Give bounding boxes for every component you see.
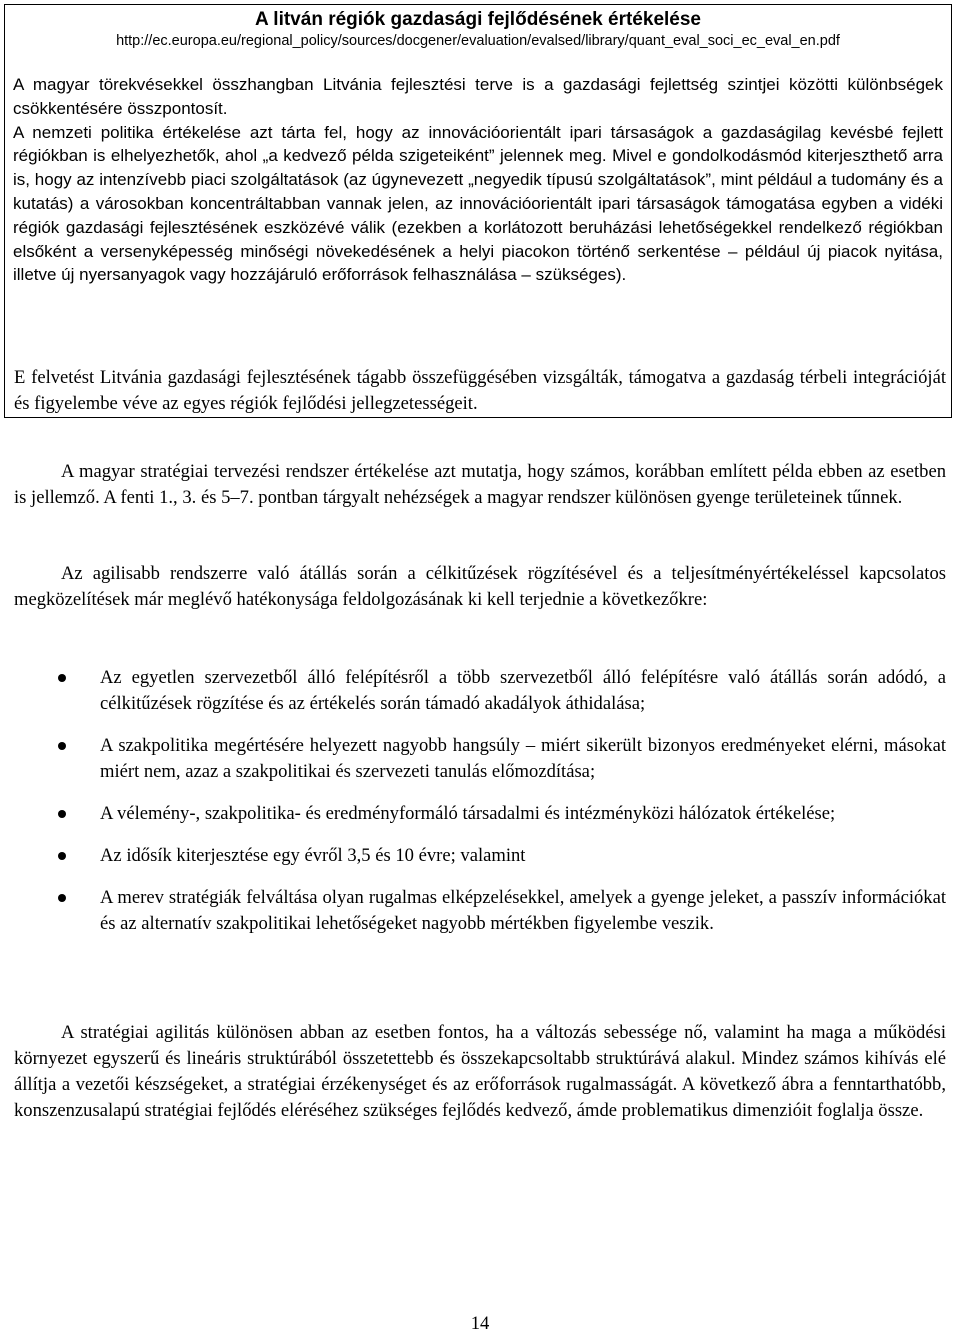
list-item-text: Az idősík kiterjesztése egy évről 3,5 és 10 évre; valamint <box>100 845 526 866</box>
list-item <box>14 843 946 869</box>
page-number: 14 <box>470 1313 490 1334</box>
list-item <box>14 885 946 937</box>
body-paragraph-3: A stratégiai agilitás különösen abban az esetben fontos, ha a változás sebessége nő, valamint ha maga a működési környezet egyszerű és lineáris struktúrából összetettebb és összekapcsoltabb struktúrává alakul. Mindez számos kihívás elé állítja a vezetői készségeket, a stratégiai érzékenységet és az erőforrások rugalmasságát. A következő ábra a fenntarthatóbb, konszenzusalapú stratégiai fejlődés eléréséhez szükséges fejlődés kedvező, ámde problematikus dimenzióit foglalja össze. <box>14 1022 946 1121</box>
box-paragraph-2: A nemzeti politika értékelése azt tárta fel, hogy az innovációorientált ipari társaságok a gazdaságilag kevésbé fejlett régiókban is elhelyezhetők, ahol „a kedvező példa szigeteiként” jelennek meg. Mivel e gondolkodásmód kiterjeszthető arra is, hogy az intenzívebb piaci szolgáltatások (az úgynevezett „negyedik típusú szolgáltatások”, mint például a tudomány és a kutatás) a városokban koncentráltabban vannak jelen, az innovációorientált ipari társaságok támogatása egyben a vidéki régiók gazdasági fejlesztésének eszközévé válik (ezekben a korlátozott beruházási lehetőségekkel rendelkező régiókban elsőként a versenyképesség minőségi növekedésének a helyi piacokon történő serkentése – például új piacok nyitása, illetve új nyersanyagok vagy hozzájáruló erőforrások felhasználása – szükséges). <box>13 122 943 285</box>
bullet-icon <box>58 674 66 682</box>
case-study-box <box>4 4 952 418</box>
box-paragraph-1: A magyar törekvésekkel összhangban Litvánia fejlesztési terve is a gazdasági fejlettség szintjei közötti különbségek csökkentésére összpontosít. <box>13 75 943 118</box>
bullet-icon <box>58 742 66 750</box>
list-item <box>14 801 946 827</box>
list-item-text: A merev stratégiák felváltása olyan rugalmas elképzelésekkel, amelyek a gyenge jeleket, a passzív információkat és az alternatív szakpolitikai lehetőségeket nagyobb mértékben figyelembe veszik. <box>100 887 946 934</box>
list-item <box>14 733 946 785</box>
bullet-list <box>14 665 946 937</box>
box-paragraph-3: E felvetést Litvánia gazdasági fejlesztésének tágabb összefüggésében vizsgálták, támogatva a gazdaság térbeli integrációját és figyelembe véve az egyes régiók fejlődési jellegzetességeit. <box>14 367 946 414</box>
list-item-text: A szakpolitika megértésére helyezett nagyobb hangsúly – miért sikerült bizonyos eredményeket elérni, másokat miért nem, azaz a szakpolitikai és szervezeti tanulás előmozdítása; <box>100 735 946 782</box>
body-paragraph-2: Az agilisabb rendszerre való átállás során a célkitűzések rögzítésével és a teljesítményértékeléssel kapcsolatos megközelítések már meglévő hatékonysága feldolgozásának ki kell terjednie a következőkre: <box>14 563 946 610</box>
list-item-text: A vélemény-, szakpolitika- és eredményformáló társadalmi és intézményközi hálózatok értékelése; <box>100 803 836 824</box>
body-paragraph-1: A magyar stratégiai tervezési rendszer értékelése azt mutatja, hogy számos, korábban említett példa ebben az esetben is jellemző. A fenti 1., 3. és 5–7. pontban tárgyalt nehézségek a magyar rendszer különösen gyenge területeinek tűnnek. <box>14 461 946 508</box>
list-item <box>14 665 946 717</box>
box-title: A litván régiók gazdasági fejlődésének értékelése <box>255 9 701 30</box>
source-url[interactable]: http://ec.europa.eu/regional_policy/sources/docgener/evaluation/evalsed/library/quant_eval_soci_ec_eval_en.pdf <box>116 33 840 49</box>
bullet-icon <box>58 852 66 860</box>
bullet-icon <box>58 810 66 818</box>
list-item-text: Az egyetlen szervezetből álló felépítésről a több szervezetből álló felépítésre való átállás során adódó, a célkitűzések rögzítése és az értékelés során támadó akadályok áthidalása; <box>100 667 946 714</box>
bullet-icon <box>58 894 66 902</box>
